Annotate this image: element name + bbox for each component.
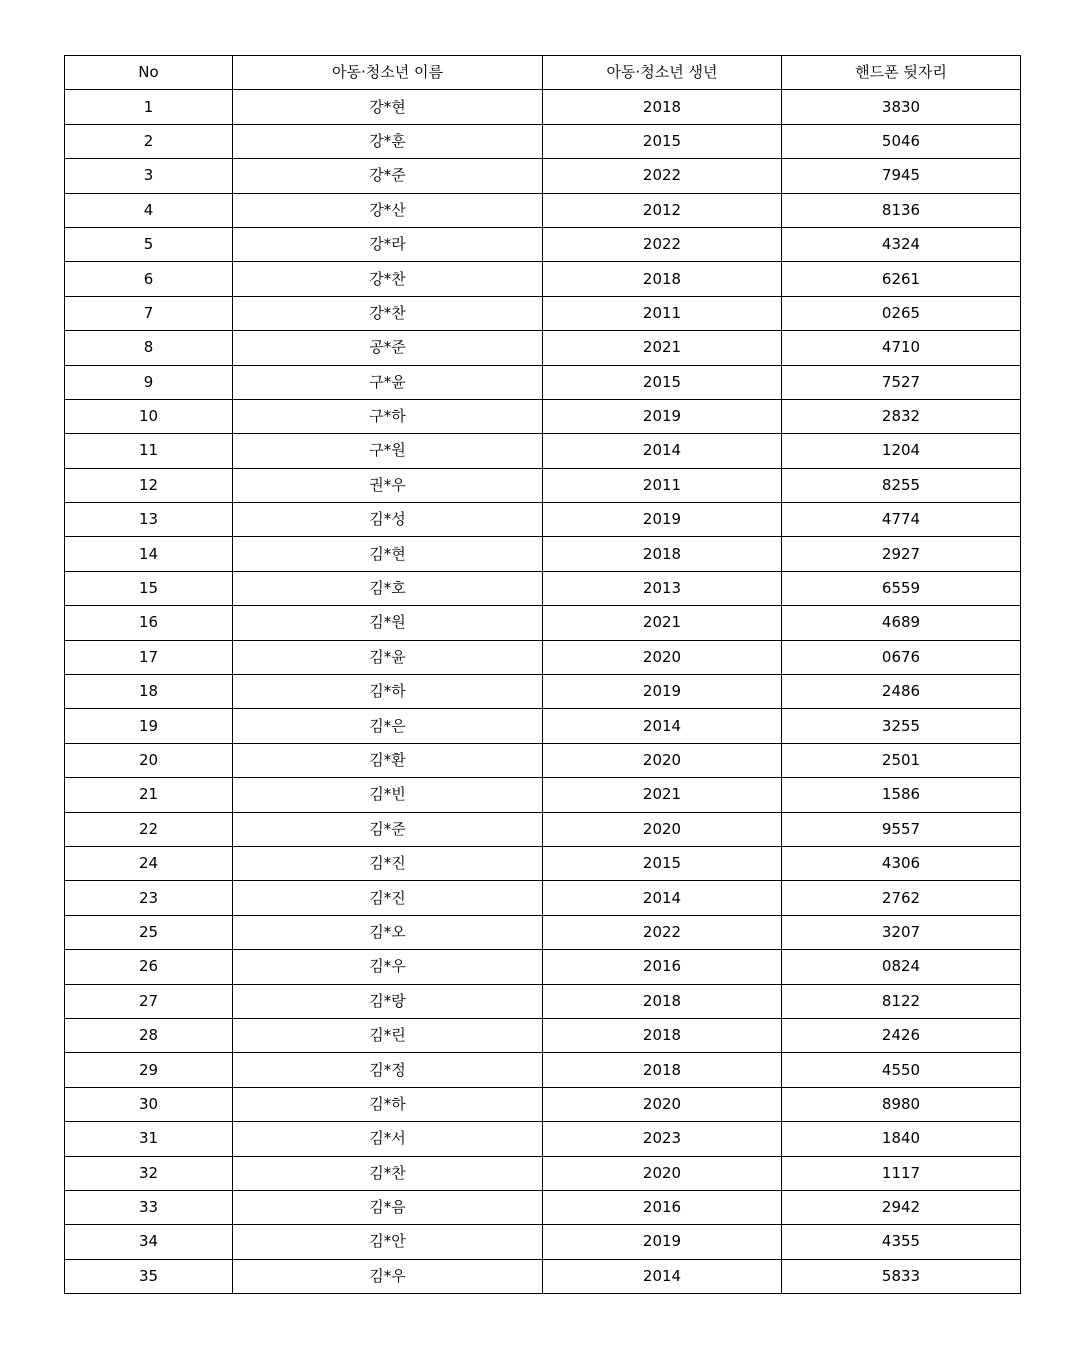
cell-no: 6 [65, 262, 233, 296]
cell-birth-year: 2021 [543, 606, 782, 640]
cell-phone-last-digits: 1204 [782, 434, 1021, 468]
cell-child-name: 김*빈 [233, 778, 543, 812]
table-row [65, 262, 1021, 296]
cell-birth-year: 2019 [543, 675, 782, 709]
cell-child-name: 김*서 [233, 1122, 543, 1156]
cell-phone-last-digits: 8136 [782, 193, 1021, 227]
cell-child-name: 강*준 [233, 159, 543, 193]
cell-no: 17 [65, 640, 233, 674]
cell-phone-last-digits: 0676 [782, 640, 1021, 674]
cell-phone-last-digits: 0265 [782, 296, 1021, 330]
cell-child-name: 김*하 [233, 675, 543, 709]
cell-phone-last-digits: 4550 [782, 1053, 1021, 1087]
cell-birth-year: 2020 [543, 1087, 782, 1121]
cell-no: 24 [65, 846, 233, 880]
cell-no: 22 [65, 812, 233, 846]
table-row [65, 331, 1021, 365]
cell-no: 16 [65, 606, 233, 640]
cell-phone-last-digits: 3830 [782, 90, 1021, 124]
cell-no: 3 [65, 159, 233, 193]
cell-birth-year: 2018 [543, 1018, 782, 1052]
cell-birth-year: 2016 [543, 1190, 782, 1224]
cell-birth-year: 2020 [543, 812, 782, 846]
cell-no: 10 [65, 399, 233, 433]
cell-phone-last-digits: 1586 [782, 778, 1021, 812]
cell-birth-year: 2015 [543, 124, 782, 158]
table-row [65, 709, 1021, 743]
cell-birth-year: 2021 [543, 778, 782, 812]
cell-child-name: 권*우 [233, 468, 543, 502]
cell-child-name: 김*린 [233, 1018, 543, 1052]
cell-birth-year: 2018 [543, 262, 782, 296]
table-row [65, 778, 1021, 812]
cell-no: 9 [65, 365, 233, 399]
cell-no: 19 [65, 709, 233, 743]
cell-no: 26 [65, 950, 233, 984]
cell-phone-last-digits: 5046 [782, 124, 1021, 158]
cell-no: 13 [65, 503, 233, 537]
cell-birth-year: 2012 [543, 193, 782, 227]
cell-child-name: 강*훈 [233, 124, 543, 158]
cell-phone-last-digits: 4774 [782, 503, 1021, 537]
cell-birth-year: 2018 [543, 537, 782, 571]
table-row [65, 193, 1021, 227]
cell-phone-last-digits: 3207 [782, 915, 1021, 949]
table-row [65, 1190, 1021, 1224]
table-row [65, 1156, 1021, 1190]
table-row [65, 675, 1021, 709]
cell-child-name: 김*진 [233, 846, 543, 880]
cell-birth-year: 2015 [543, 365, 782, 399]
cell-no: 14 [65, 537, 233, 571]
cell-no: 18 [65, 675, 233, 709]
cell-no: 8 [65, 331, 233, 365]
table-row [65, 606, 1021, 640]
table-row [65, 984, 1021, 1018]
cell-no: 29 [65, 1053, 233, 1087]
header-phone-last-digits: 핸드폰 뒷자리 [782, 56, 1021, 90]
cell-birth-year: 2022 [543, 227, 782, 261]
cell-birth-year: 2018 [543, 984, 782, 1018]
header-child-name: 아동·청소년 이름 [233, 56, 543, 90]
table-row [65, 915, 1021, 949]
cell-phone-last-digits: 7945 [782, 159, 1021, 193]
cell-birth-year: 2023 [543, 1122, 782, 1156]
table-row [65, 365, 1021, 399]
cell-no: 4 [65, 193, 233, 227]
cell-no: 35 [65, 1259, 233, 1293]
cell-phone-last-digits: 1117 [782, 1156, 1021, 1190]
table-row [65, 468, 1021, 502]
cell-birth-year: 2015 [543, 846, 782, 880]
cell-phone-last-digits: 2927 [782, 537, 1021, 571]
cell-child-name: 김*하 [233, 1087, 543, 1121]
table-row [65, 399, 1021, 433]
table-row [65, 846, 1021, 880]
cell-phone-last-digits: 8255 [782, 468, 1021, 502]
table-row [65, 434, 1021, 468]
table-row [65, 1122, 1021, 1156]
table-row [65, 640, 1021, 674]
cell-child-name: 김*찬 [233, 1156, 543, 1190]
cell-no: 30 [65, 1087, 233, 1121]
roster-table [64, 55, 1021, 1294]
table-body [65, 90, 1021, 1294]
cell-phone-last-digits: 9557 [782, 812, 1021, 846]
cell-no: 20 [65, 743, 233, 777]
cell-child-name: 김*현 [233, 537, 543, 571]
cell-child-name: 강*산 [233, 193, 543, 227]
table-row [65, 1087, 1021, 1121]
cell-no: 23 [65, 881, 233, 915]
cell-phone-last-digits: 8122 [782, 984, 1021, 1018]
cell-child-name: 김*윤 [233, 640, 543, 674]
cell-phone-last-digits: 2942 [782, 1190, 1021, 1224]
cell-birth-year: 2014 [543, 434, 782, 468]
cell-birth-year: 2019 [543, 399, 782, 433]
cell-child-name: 김*음 [233, 1190, 543, 1224]
cell-birth-year: 2013 [543, 571, 782, 605]
table-row [65, 159, 1021, 193]
header-row [65, 56, 1021, 90]
cell-no: 31 [65, 1122, 233, 1156]
cell-birth-year: 2020 [543, 1156, 782, 1190]
cell-child-name: 김*환 [233, 743, 543, 777]
cell-phone-last-digits: 2832 [782, 399, 1021, 433]
table-header [65, 56, 1021, 90]
table-row [65, 1053, 1021, 1087]
table-row [65, 1225, 1021, 1259]
cell-child-name: 강*라 [233, 227, 543, 261]
cell-phone-last-digits: 6261 [782, 262, 1021, 296]
cell-child-name: 김*진 [233, 881, 543, 915]
cell-no: 7 [65, 296, 233, 330]
cell-phone-last-digits: 2501 [782, 743, 1021, 777]
cell-phone-last-digits: 6559 [782, 571, 1021, 605]
cell-no: 1 [65, 90, 233, 124]
cell-child-name: 강*현 [233, 90, 543, 124]
cell-birth-year: 2016 [543, 950, 782, 984]
cell-birth-year: 2020 [543, 743, 782, 777]
cell-no: 11 [65, 434, 233, 468]
cell-no: 21 [65, 778, 233, 812]
cell-no: 27 [65, 984, 233, 1018]
cell-no: 2 [65, 124, 233, 158]
table-row [65, 90, 1021, 124]
cell-phone-last-digits: 2426 [782, 1018, 1021, 1052]
cell-no: 28 [65, 1018, 233, 1052]
cell-phone-last-digits: 7527 [782, 365, 1021, 399]
cell-birth-year: 2019 [543, 503, 782, 537]
table-row [65, 296, 1021, 330]
cell-child-name: 김*원 [233, 606, 543, 640]
cell-phone-last-digits: 3255 [782, 709, 1021, 743]
cell-no: 34 [65, 1225, 233, 1259]
cell-child-name: 김*호 [233, 571, 543, 605]
cell-birth-year: 2018 [543, 1053, 782, 1087]
table-row [65, 503, 1021, 537]
cell-child-name: 김*우 [233, 950, 543, 984]
cell-phone-last-digits: 1840 [782, 1122, 1021, 1156]
cell-birth-year: 2021 [543, 331, 782, 365]
cell-birth-year: 2022 [543, 915, 782, 949]
table-row [65, 537, 1021, 571]
table-row [65, 571, 1021, 605]
cell-child-name: 김*준 [233, 812, 543, 846]
table-row [65, 881, 1021, 915]
cell-phone-last-digits: 4306 [782, 846, 1021, 880]
table-row [65, 812, 1021, 846]
cell-child-name: 김*안 [233, 1225, 543, 1259]
cell-phone-last-digits: 2762 [782, 881, 1021, 915]
cell-child-name: 강*찬 [233, 262, 543, 296]
cell-child-name: 구*원 [233, 434, 543, 468]
cell-birth-year: 2014 [543, 709, 782, 743]
table-row [65, 950, 1021, 984]
cell-phone-last-digits: 0824 [782, 950, 1021, 984]
cell-phone-last-digits: 4689 [782, 606, 1021, 640]
roster-table-container [64, 55, 1020, 1294]
cell-child-name: 김*정 [233, 1053, 543, 1087]
cell-child-name: 강*찬 [233, 296, 543, 330]
table-row [65, 743, 1021, 777]
cell-no: 32 [65, 1156, 233, 1190]
cell-phone-last-digits: 4355 [782, 1225, 1021, 1259]
cell-no: 5 [65, 227, 233, 261]
cell-birth-year: 2011 [543, 296, 782, 330]
cell-birth-year: 2011 [543, 468, 782, 502]
cell-phone-last-digits: 2486 [782, 675, 1021, 709]
cell-birth-year: 2020 [543, 640, 782, 674]
cell-no: 12 [65, 468, 233, 502]
table-row [65, 227, 1021, 261]
header-birth-year: 아동·청소년 생년 [543, 56, 782, 90]
cell-child-name: 구*하 [233, 399, 543, 433]
cell-birth-year: 2014 [543, 881, 782, 915]
cell-child-name: 공*준 [233, 331, 543, 365]
table-row [65, 124, 1021, 158]
cell-phone-last-digits: 8980 [782, 1087, 1021, 1121]
cell-child-name: 구*윤 [233, 365, 543, 399]
cell-phone-last-digits: 4324 [782, 227, 1021, 261]
cell-phone-last-digits: 4710 [782, 331, 1021, 365]
cell-birth-year: 2014 [543, 1259, 782, 1293]
cell-no: 25 [65, 915, 233, 949]
cell-child-name: 김*은 [233, 709, 543, 743]
cell-phone-last-digits: 5833 [782, 1259, 1021, 1293]
cell-child-name: 김*성 [233, 503, 543, 537]
cell-birth-year: 2018 [543, 90, 782, 124]
cell-birth-year: 2022 [543, 159, 782, 193]
cell-child-name: 김*오 [233, 915, 543, 949]
cell-child-name: 김*랑 [233, 984, 543, 1018]
header-no: No [65, 56, 233, 90]
cell-no: 15 [65, 571, 233, 605]
cell-birth-year: 2019 [543, 1225, 782, 1259]
cell-no: 33 [65, 1190, 233, 1224]
table-row [65, 1018, 1021, 1052]
cell-child-name: 김*우 [233, 1259, 543, 1293]
table-row [65, 1259, 1021, 1293]
